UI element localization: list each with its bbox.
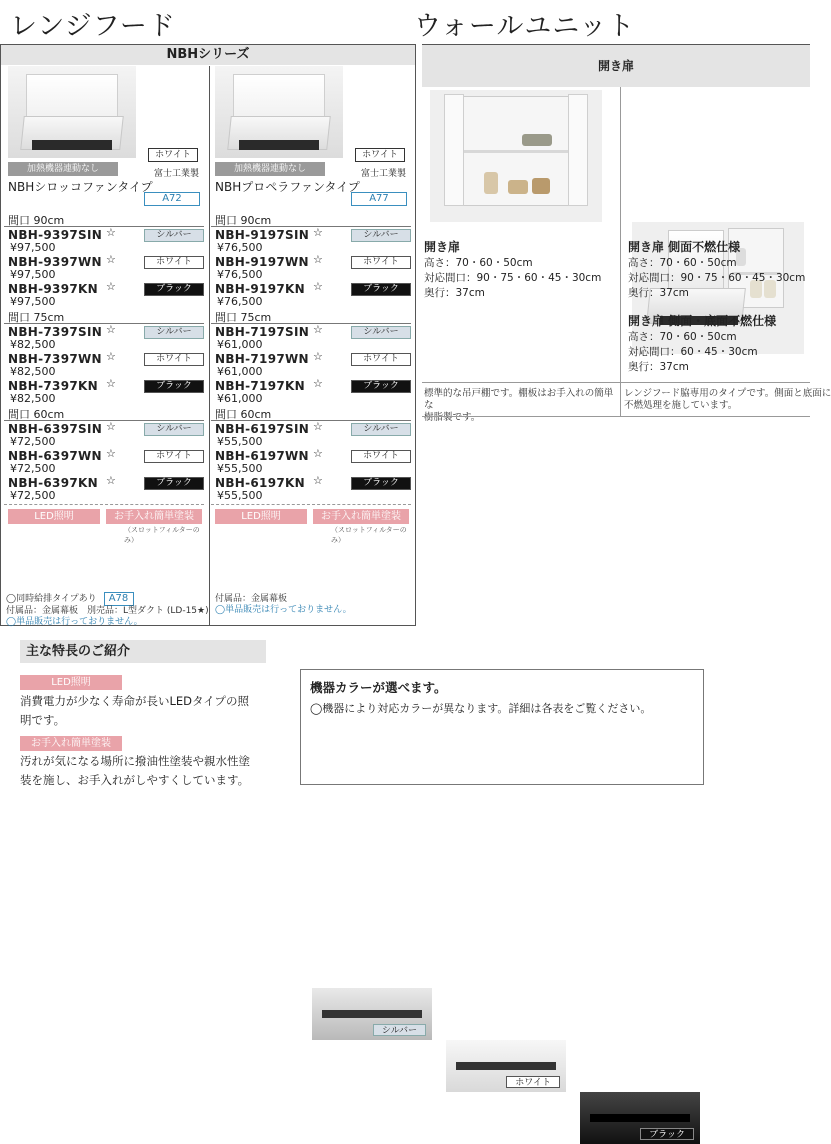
hood-vent-shape: [456, 1062, 556, 1070]
silver-badge: シルバー: [351, 326, 411, 339]
star-mark: ☆: [106, 253, 116, 266]
wall-right-height1: 高さ：70・60・50cm: [628, 257, 737, 269]
wall-right-desc-line2: 不燃処理を施しています。: [624, 400, 738, 411]
range-hood-title: レンジフード: [10, 11, 176, 42]
color-select-title: 機器カラーが選べます。: [310, 680, 447, 695]
price: ¥76,500: [217, 268, 263, 281]
model-number: NBH-6197KN: [215, 476, 305, 490]
cabinet-image: [430, 90, 602, 222]
star-mark: ☆: [106, 280, 116, 293]
color-option[interactable]: [312, 988, 432, 1040]
features-title: 主な特長のご紹介: [20, 640, 266, 663]
propeller-hood-image: [215, 66, 343, 158]
frontage-label: 間口 90cm: [8, 214, 65, 227]
wall-right-width2: 対応間口：60・45・30cm: [628, 346, 758, 358]
hood-vent-shape: [322, 1010, 422, 1018]
wall-header: 開き扉: [422, 45, 810, 87]
easy-text-line2: 装を施し、お手入れがしやすくしています。: [20, 773, 250, 787]
model-number: NBH-7397KN: [8, 379, 98, 393]
sync-note-text: ◯同時給排タイプあり: [6, 594, 97, 604]
price: ¥82,500: [10, 365, 56, 378]
model-number: NBH-6397SIN: [8, 422, 103, 436]
color-option-label: シルバー: [373, 1024, 426, 1036]
price: ¥55,500: [217, 462, 263, 475]
easy-clean-feature-tag: お手入れ簡単塗装: [313, 509, 409, 524]
led-text-line2: 明です。: [20, 713, 66, 727]
easy-clean-feature-tag: お手入れ簡単塗装: [106, 509, 202, 524]
star-mark: ☆: [106, 226, 116, 239]
silver-badge: シルバー: [351, 229, 411, 242]
series-header: NBHシリーズ: [1, 45, 415, 65]
model-number: NBH-7397SIN: [8, 325, 103, 339]
no-link-tag: 加熱機器連動なし: [8, 162, 118, 176]
black-badge: ブラック: [351, 380, 411, 393]
wall-left-desc-line2: 樹脂製です。: [424, 412, 481, 423]
price: ¥61,000: [217, 365, 263, 378]
star-mark: ☆: [313, 226, 323, 239]
group-divider: [211, 420, 411, 421]
model-number: NBH-7197WN: [215, 352, 309, 366]
star-mark: ☆: [313, 323, 323, 336]
maker-label: 富士工業製: [154, 169, 200, 179]
star-mark: ☆: [106, 350, 116, 363]
star-mark: ☆: [313, 280, 323, 293]
column-divider: [209, 66, 210, 625]
price: ¥72,500: [10, 489, 56, 502]
star-mark: ☆: [313, 447, 323, 460]
star-mark: ☆: [106, 447, 116, 460]
wall-left-desc: [424, 388, 618, 424]
silver-badge: シルバー: [144, 326, 204, 339]
sirocco-column: [8, 66, 204, 544]
star-mark: ☆: [313, 474, 323, 487]
color-select-note: ◯機器により対応カラーが異なります。詳細は各表をご覧ください。: [310, 702, 652, 715]
wall-left-height: 高さ：70・60・50cm: [424, 257, 533, 269]
model-number: NBH-6197WN: [215, 449, 309, 463]
model-number: NBH-7197SIN: [215, 325, 310, 339]
star-mark: ☆: [313, 420, 323, 433]
black-badge: ブラック: [144, 283, 204, 296]
wall-left-desc-line1: 標準的な吊戸棚です。棚板はお手入れの簡単な: [424, 388, 614, 411]
silver-badge: シルバー: [351, 423, 411, 436]
white-badge: ホワイト: [144, 450, 204, 463]
model-number: NBH-9197SIN: [215, 228, 310, 242]
wall-left-width: 対応間口：90・75・60・45・30cm: [424, 272, 602, 284]
star-mark: ☆: [313, 253, 323, 266]
model-number: NBH-9397KN: [8, 282, 98, 296]
price: ¥82,500: [10, 392, 56, 405]
feature-divider: [4, 504, 204, 505]
frontage-label: 間口 90cm: [215, 214, 272, 227]
price: ¥61,000: [217, 392, 263, 405]
no-link-tag: 加熱機器連動なし: [215, 162, 325, 176]
propeller-single-note: ◯単品販売は行っておりません。: [215, 605, 352, 615]
sirocco-single-note: ◯単品販売は行っておりません。: [6, 617, 143, 627]
price: ¥97,500: [10, 241, 56, 254]
star-mark: ☆: [106, 377, 116, 390]
model-number: NBH-9397SIN: [8, 228, 103, 242]
group-divider: [211, 226, 411, 227]
wall-right-desc-line1: レンジフード脇専用のタイプです。側面と底面に: [624, 388, 831, 399]
silver-badge: シルバー: [144, 229, 204, 242]
white-badge: ホワイト: [351, 256, 411, 269]
price: ¥97,500: [10, 295, 56, 308]
white-badge: ホワイト: [355, 148, 405, 162]
propeller-type-name: NBHプロペラファンタイプ: [215, 180, 360, 194]
model-number: NBH-9197KN: [215, 282, 305, 296]
price: ¥55,500: [217, 435, 263, 448]
frontage-label: 間口 60cm: [215, 408, 272, 421]
price: ¥76,500: [217, 295, 263, 308]
black-badge: ブラック: [351, 283, 411, 296]
white-badge: ホワイト: [144, 353, 204, 366]
black-badge: ブラック: [144, 477, 204, 490]
led-tag: LED照明: [20, 675, 122, 690]
silver-badge: シルバー: [144, 423, 204, 436]
easy-clean-sub: （スロットフィルターのみ）: [124, 526, 200, 544]
star-mark: ☆: [106, 474, 116, 487]
wall-right-depth1: 奥行：37cm: [628, 287, 689, 299]
model-number: NBH-9197WN: [215, 255, 309, 269]
model-number: NBH-7397WN: [8, 352, 102, 366]
color-option-label: ブラック: [640, 1128, 694, 1140]
group-divider: [4, 226, 204, 227]
wall-divider: [620, 87, 621, 417]
led-feature-tag: LED照明: [8, 509, 100, 524]
feature-divider: [211, 504, 411, 505]
maker-label: 富士工業製: [361, 169, 407, 179]
led-text-line1: 消費電力が少なく寿命が長いLEDタイプの照: [20, 694, 249, 708]
easy-clean-sub: （スロットフィルターのみ）: [331, 526, 407, 544]
star-mark: ☆: [313, 350, 323, 363]
wall-unit-title: ウォールユニット: [414, 11, 636, 42]
frontage-label: 間口 60cm: [8, 408, 65, 421]
black-badge: ブラック: [351, 477, 411, 490]
price: ¥72,500: [10, 435, 56, 448]
group-divider: [211, 323, 411, 324]
led-feature-tag: LED照明: [215, 509, 307, 524]
price: ¥76,500: [217, 241, 263, 254]
model-number: NBH-7197KN: [215, 379, 305, 393]
wall-right-title1: 開き扉 側面不燃仕様: [628, 240, 741, 254]
color-option[interactable]: [446, 1040, 566, 1092]
group-divider: [4, 323, 204, 324]
star-mark: ☆: [313, 377, 323, 390]
price: ¥55,500: [217, 489, 263, 502]
model-number: NBH-6397WN: [8, 449, 102, 463]
color-option[interactable]: [580, 1092, 700, 1144]
model-number: NBH-6397KN: [8, 476, 98, 490]
propeller-accessories: 付属品：金属幕板: [215, 594, 288, 604]
easy-text-line1: 汚れが気になる場所に撥油性塗装や親水性塗: [20, 754, 250, 768]
white-badge: ホワイト: [351, 450, 411, 463]
price: ¥82,500: [10, 338, 56, 351]
group-divider: [4, 420, 204, 421]
wall-desc-divider: [422, 382, 810, 383]
wall-panel-bottom: [422, 416, 810, 417]
white-badge: ホワイト: [351, 353, 411, 366]
wall-right-desc: [624, 388, 831, 412]
wall-right-depth2: 奥行：37cm: [628, 361, 689, 373]
sirocco-type-name: NBHシロッコファンタイプ: [8, 180, 153, 194]
price: ¥97,500: [10, 268, 56, 281]
black-badge: ブラック: [144, 380, 204, 393]
wall-left-depth: 奥行：37cm: [424, 287, 485, 299]
white-badge: ホワイト: [148, 148, 198, 162]
hood-vent-shape: [590, 1114, 690, 1122]
sirocco-hood-image: [8, 66, 136, 158]
sync-page-ref[interactable]: A78: [104, 592, 134, 606]
color-option-label: ホワイト: [506, 1076, 560, 1088]
wall-right-width1: 対応間口：90・75・60・45・30cm: [628, 272, 806, 284]
model-number: NBH-6197SIN: [215, 422, 310, 436]
wall-right-title2: 開き扉 側面・底面不燃仕様: [628, 314, 777, 328]
wall-right-height2: 高さ：70・60・50cm: [628, 331, 737, 343]
propeller-column: [215, 66, 411, 544]
propeller-page-ref[interactable]: A77: [351, 192, 407, 206]
price: ¥72,500: [10, 462, 56, 475]
easy-clean-tag: お手入れ簡単塗装: [20, 736, 122, 751]
frontage-label: 間口 75cm: [8, 311, 65, 324]
white-badge: ホワイト: [144, 256, 204, 269]
sirocco-page-ref[interactable]: A72: [144, 192, 200, 206]
price: ¥61,000: [217, 338, 263, 351]
star-mark: ☆: [106, 420, 116, 433]
frontage-label: 間口 75cm: [215, 311, 272, 324]
sirocco-accessories: 付属品：金属幕板 別売品：L型ダクト (LD-15★): [6, 606, 209, 616]
model-number: NBH-9397WN: [8, 255, 102, 269]
star-mark: ☆: [106, 323, 116, 336]
wall-left-title: 開き扉: [424, 240, 461, 254]
